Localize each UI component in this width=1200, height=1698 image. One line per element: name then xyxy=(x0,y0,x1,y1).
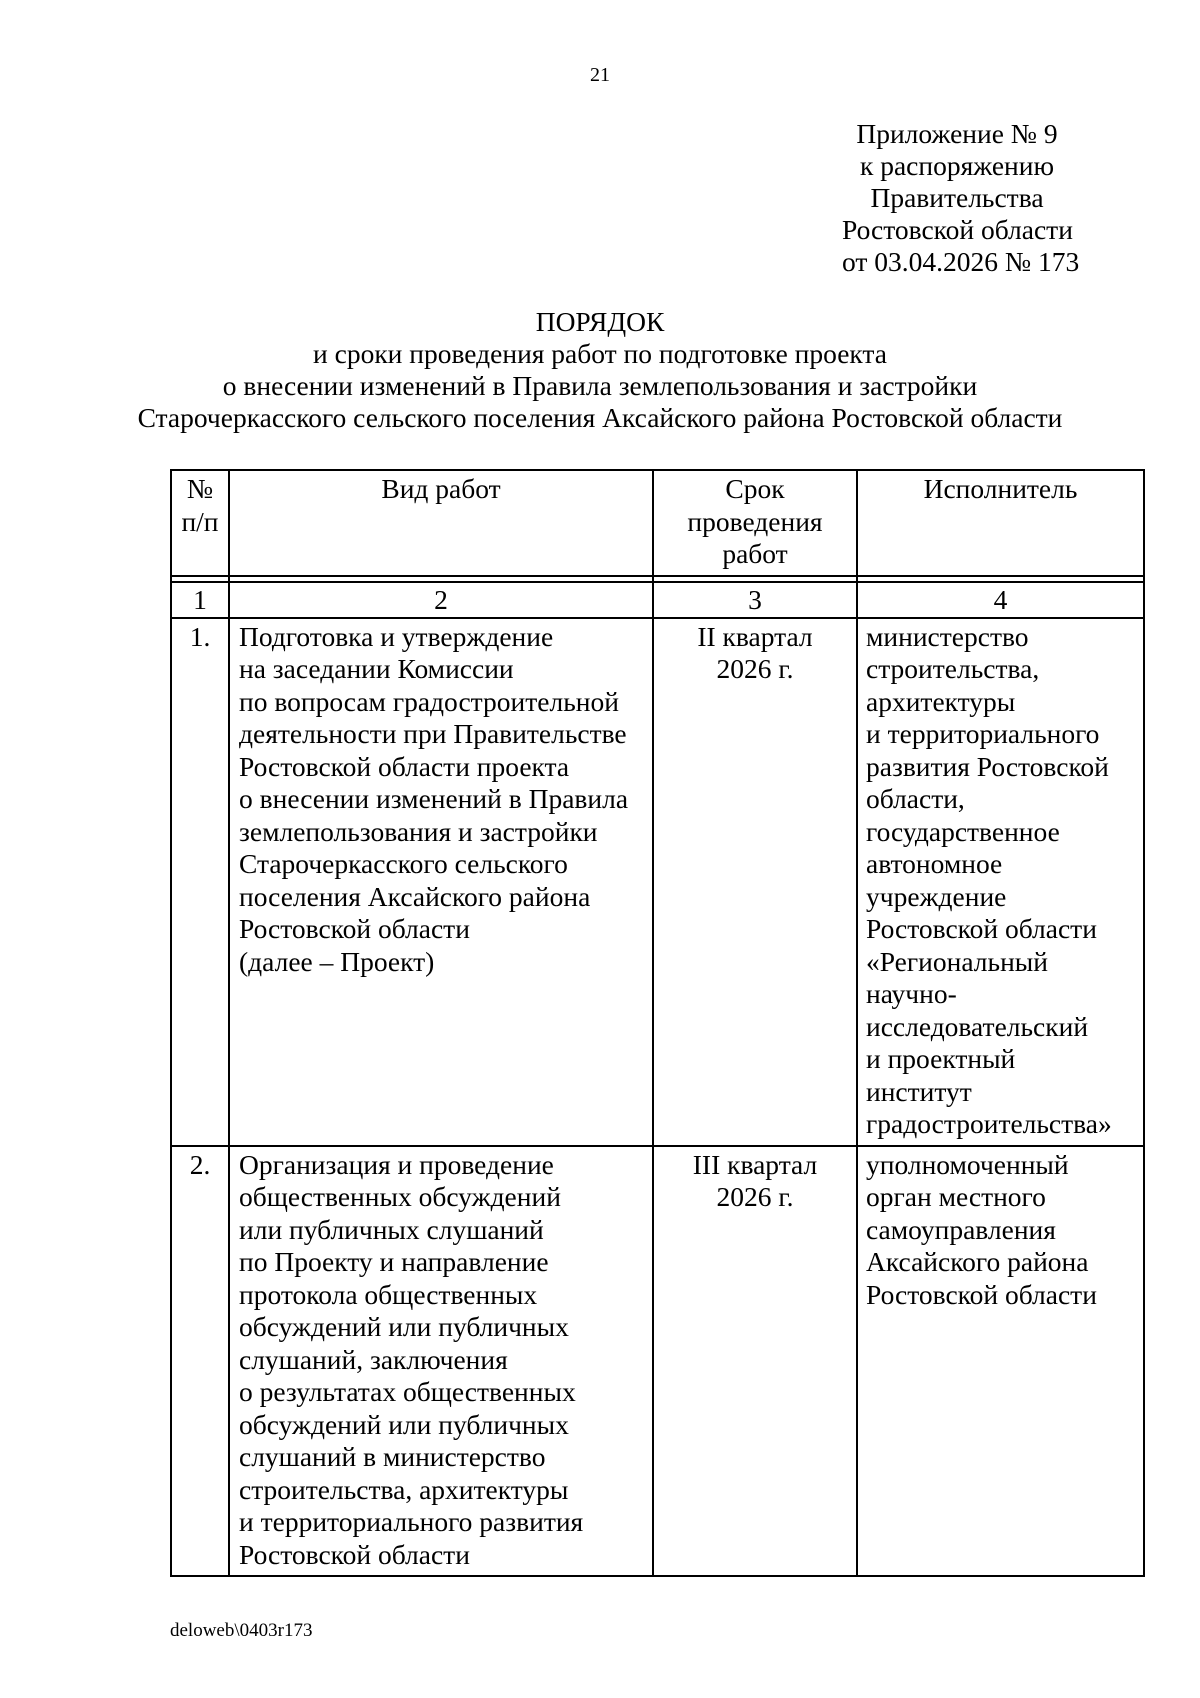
column-index: 1 xyxy=(171,582,229,618)
cell-line: Старочеркасского сельского xyxy=(239,848,568,879)
header-executor-line: Исполнитель xyxy=(923,473,1078,504)
table-header-row xyxy=(171,470,1144,576)
cell-line: Аксайского района xyxy=(866,1246,1089,1277)
cell-line: Ростовской области xyxy=(239,1538,470,1570)
title-line: и сроки проведения работ по подготовке проекта xyxy=(313,338,887,369)
column-index: 4 xyxy=(857,582,1144,618)
cell-line: государственное xyxy=(866,815,1060,847)
header-executor xyxy=(857,470,1144,576)
cell-line: II квартал xyxy=(697,620,813,652)
cell-line: министерство xyxy=(866,620,1029,652)
cell-line: (далее – Проект) xyxy=(239,945,435,977)
appendix-line: Приложение № 9 xyxy=(856,118,1058,149)
column-index: 3 xyxy=(653,582,857,618)
cell-line: о результатах общественных xyxy=(239,1376,576,1407)
cell-line: или публичных слушаний xyxy=(239,1213,544,1245)
cell-line: общественных обсуждений xyxy=(239,1181,561,1212)
cell-line: землепользования и застройки xyxy=(239,815,598,847)
cell-line: орган местного xyxy=(866,1181,1046,1212)
cell-line: Ростовской области xyxy=(866,913,1097,944)
header-num-line: п/п xyxy=(181,505,219,537)
executor-cell xyxy=(857,618,1144,1146)
cell-line: обсуждений или публичных xyxy=(239,1311,569,1342)
cell-line: и территориального развития xyxy=(239,1506,584,1537)
cell-line: Ростовской области xyxy=(239,913,470,944)
term-cell xyxy=(653,1146,857,1577)
row-number: 2. xyxy=(171,1146,229,1577)
cell-line: учреждение xyxy=(866,880,1007,912)
executor-cell xyxy=(857,1146,1144,1577)
cell-line: уполномоченный xyxy=(866,1148,1069,1180)
cell-line: автономное xyxy=(866,848,1003,879)
cell-line: слушаний, заключения xyxy=(239,1343,508,1375)
appendix-line: Ростовской области xyxy=(842,214,1073,245)
header-num-line: № xyxy=(186,473,214,504)
appendix-line: Правительства xyxy=(870,182,1044,213)
cell-line: области, xyxy=(866,783,965,814)
header-work xyxy=(229,470,653,576)
cell-line: развития Ростовской xyxy=(866,750,1109,782)
cell-line: деятельности при Правительстве xyxy=(239,718,627,749)
cell-line: «Региональный xyxy=(866,945,1048,977)
column-index-row xyxy=(171,582,1144,618)
cell-line: строительства, xyxy=(866,653,1040,684)
header-term-line: работ xyxy=(722,538,788,569)
appendix-line: от 03.04.2026 № 173 xyxy=(842,246,1080,277)
page-number: 21 xyxy=(590,64,610,86)
cell-line: строительства, архитектуры xyxy=(239,1473,569,1505)
cell-line: исследовательский xyxy=(866,1010,1089,1042)
cell-line: протокола общественных xyxy=(239,1278,538,1310)
work-type-cell xyxy=(229,1146,653,1577)
cell-line: на заседании Комиссии xyxy=(239,653,514,684)
title-line: о внесении изменений в Правила землепользования и застройки xyxy=(222,370,978,401)
work-type-cell xyxy=(229,618,653,1146)
cell-line: обсуждений или публичных xyxy=(239,1408,569,1440)
term-cell xyxy=(653,618,857,1146)
cell-line: градостроительства» xyxy=(866,1108,1112,1139)
cell-line: архитектуры xyxy=(866,685,1016,717)
header-work-line: Вид работ xyxy=(381,473,501,504)
header-term-line: проведения xyxy=(687,505,823,537)
cell-line: Подготовка и утверждение xyxy=(239,620,554,652)
cell-line: по Проекту и направление xyxy=(239,1246,549,1277)
header-term-line: Срок xyxy=(725,473,785,504)
cell-line: и территориального xyxy=(866,718,1100,749)
document-id: deloweb\0403r173 xyxy=(170,1620,313,1641)
row-number: 1. xyxy=(171,618,229,1146)
header-term xyxy=(653,470,857,576)
cell-line: III квартал xyxy=(692,1148,818,1180)
cell-line: самоуправления xyxy=(866,1213,1056,1245)
appendix-line: к распоряжению xyxy=(859,150,1055,181)
table-row xyxy=(171,1146,1144,1577)
cell-line: 2026 г. xyxy=(716,653,794,684)
title-heading: ПОРЯДОК xyxy=(535,306,665,337)
cell-line: поселения Аксайского района xyxy=(239,880,591,912)
header-num xyxy=(171,470,229,576)
cell-line: 2026 г. xyxy=(716,1181,794,1212)
appendix-reference xyxy=(842,118,1080,278)
cell-line: слушаний в министерство xyxy=(239,1441,546,1472)
cell-line: Ростовской области xyxy=(866,1278,1097,1310)
cell-line: по вопросам градостроительной xyxy=(239,685,619,717)
cell-line: Организация и проведение xyxy=(239,1148,554,1180)
title-line: Старочеркасского сельского поселения Аксайского района Ростовской области xyxy=(137,402,1063,433)
table-row xyxy=(171,618,1144,1146)
document-title xyxy=(0,306,1200,434)
cell-line: и проектный xyxy=(866,1043,1016,1074)
schedule-table xyxy=(170,469,1145,1577)
cell-line: научно- xyxy=(866,978,957,1009)
cell-line: Ростовской области проекта xyxy=(239,750,570,782)
column-index: 2 xyxy=(229,582,653,618)
cell-line: о внесении изменений в Правила xyxy=(239,783,629,814)
cell-line: институт xyxy=(866,1075,972,1107)
